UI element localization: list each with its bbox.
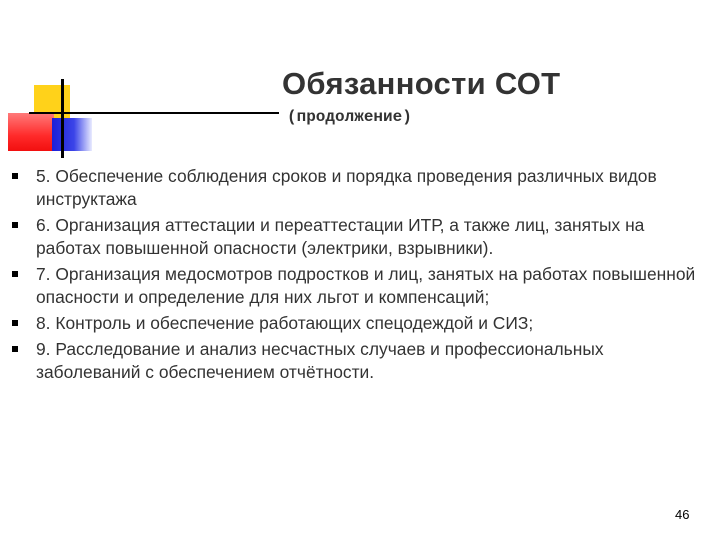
- square-bullet-icon: [12, 173, 18, 179]
- bullet-text: 5. Обеспечение соблюдения сроков и порядка проведения различных видов инструктажа: [36, 166, 657, 209]
- bullet-item: [0, 165, 712, 211]
- page-number: 46: [675, 507, 690, 522]
- decorative-horizontal-line: [29, 112, 279, 114]
- slide-subtitle: (продолжение): [287, 108, 412, 126]
- square-bullet-icon: [12, 222, 18, 228]
- square-bullet-icon: [12, 271, 18, 277]
- bullet-text: 8. Контроль и обеспечение работающих спецодеждой и СИЗ;: [36, 313, 534, 333]
- bullet-text: 7. Организация медосмотров подростков и лиц, занятых на работах повышенной опасности и определение для них льгот и компенсаций;: [36, 264, 696, 307]
- bullet-item: [0, 214, 712, 260]
- bullet-text: 9. Расследование и анализ несчастных случаев и профессиональных заболеваний с обеспечением отчётности.: [36, 339, 604, 382]
- bullet-text: 6. Организация аттестации и переаттестации ИТР, а также лиц, занятых на работах повышенной опасности (электрики, взрывники).: [36, 215, 645, 258]
- slide-title: Обязанности СОТ: [282, 66, 561, 101]
- decorative-red-square: [8, 113, 54, 151]
- bullet-list: [0, 165, 720, 387]
- square-bullet-icon: [12, 346, 18, 352]
- bullet-item: [0, 312, 712, 335]
- decorative-blue-square: [52, 118, 92, 151]
- square-bullet-icon: [12, 320, 18, 326]
- bullet-item: [0, 338, 712, 384]
- bullet-item: [0, 263, 712, 309]
- decorative-vertical-line: [61, 79, 64, 158]
